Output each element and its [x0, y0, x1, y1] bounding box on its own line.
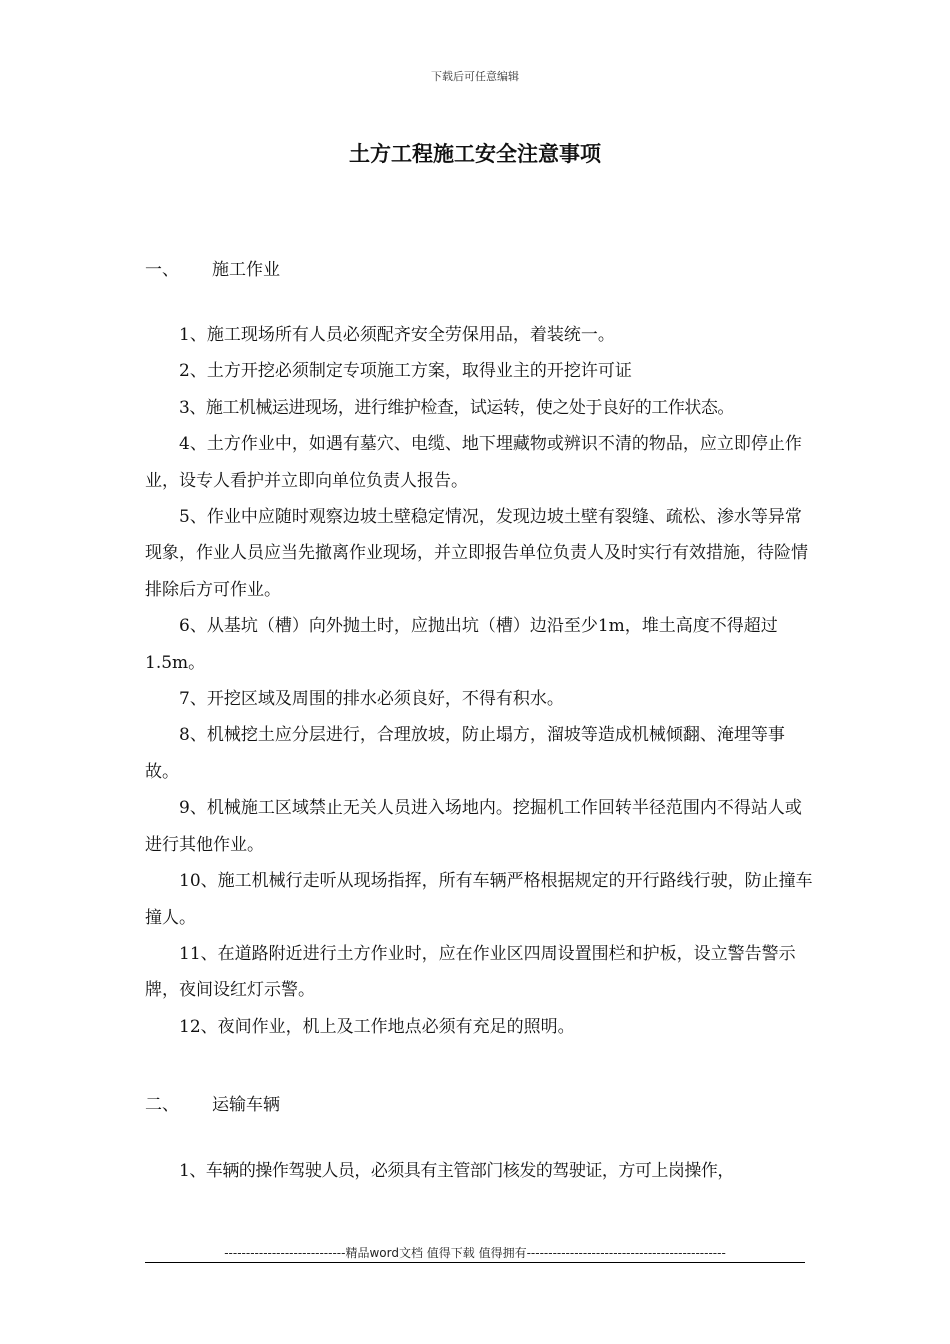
section-number: 一、 [145, 260, 179, 280]
paragraph: 7、开挖区域及周围的排水必须良好，不得有积水。 [179, 689, 564, 710]
section-1-body [145, 317, 815, 1045]
document-title: 土方工程施工安全注意事项 [349, 142, 601, 166]
paragraph: 11、在道路附近进行土方作业时，应在作业区四周设置围栏和护板，设立警告警示牌，夜间设红灯示警。 [145, 943, 796, 1001]
paragraph: 6、从基坑（槽）向外抛土时，应抛出坑（槽）边沿至少1m，堆土高度不得超过1.5m。 [145, 616, 778, 673]
section-heading-1 [145, 255, 280, 280]
section-number: 二、 [145, 1095, 179, 1115]
paragraph: 1、车辆的操作驾驶人员，必须具有主管部门核发的驾驶证，方可上岗操作， [179, 1161, 734, 1181]
footer-divider [145, 1262, 805, 1263]
paragraph: 2、土方开挖必须制定专项施工方案，取得业主的开挖许可证 [179, 361, 632, 382]
paragraph: 1、施工现场所有人员必须配齐安全劳保用品，着装统一。 [179, 325, 615, 345]
section-title: 运输车辆 [212, 1095, 280, 1115]
paragraph: 10、施工机械行走听从现场指挥，所有车辆严格根据规定的开行路线行驶，防止撞车撞人。 [145, 871, 813, 928]
paragraph: 12、夜间作业，机上及工作地点必须有充足的照明。 [179, 1016, 575, 1037]
paragraph: 4、土方作业中，如遇有墓穴、电缆、地下埋藏物或辨识不清的物品，应立即停止作业，设专人看护并立即向单位负责人报告。 [145, 434, 802, 491]
paragraph: 5、作业中应随时观察边坡土壁稳定情况，发现边坡土壁有裂缝、疏松、渗水等异常现象，作业人员应当先撤离作业现场，并立即报告单位负责人及时实行有效措施，待险情排除后方可作业。 [145, 507, 808, 600]
section-heading-2 [145, 1090, 280, 1115]
paragraph: 9、机械施工区域禁止无关人员进入场地内。挖掘机工作回转半径范围内不得站人或进行其他作业。 [145, 798, 802, 855]
footer-text: ----------------------------精品word文档 值得下载 值得拥有---------------------------------------------- [224, 1246, 726, 1260]
paragraph: 3、施工机械运进现场，进行维护检查，试运转，使之处于良好的工作状态。 [179, 397, 734, 418]
section-title: 施工作业 [212, 260, 280, 280]
header-note: 下载后可任意编辑 [431, 70, 519, 83]
section-2-body [145, 1153, 815, 1189]
paragraph: 8、机械挖土应分层进行，合理放坡，防止塌方，溜坡等造成机械倾翻、淹埋等事故。 [145, 725, 785, 782]
